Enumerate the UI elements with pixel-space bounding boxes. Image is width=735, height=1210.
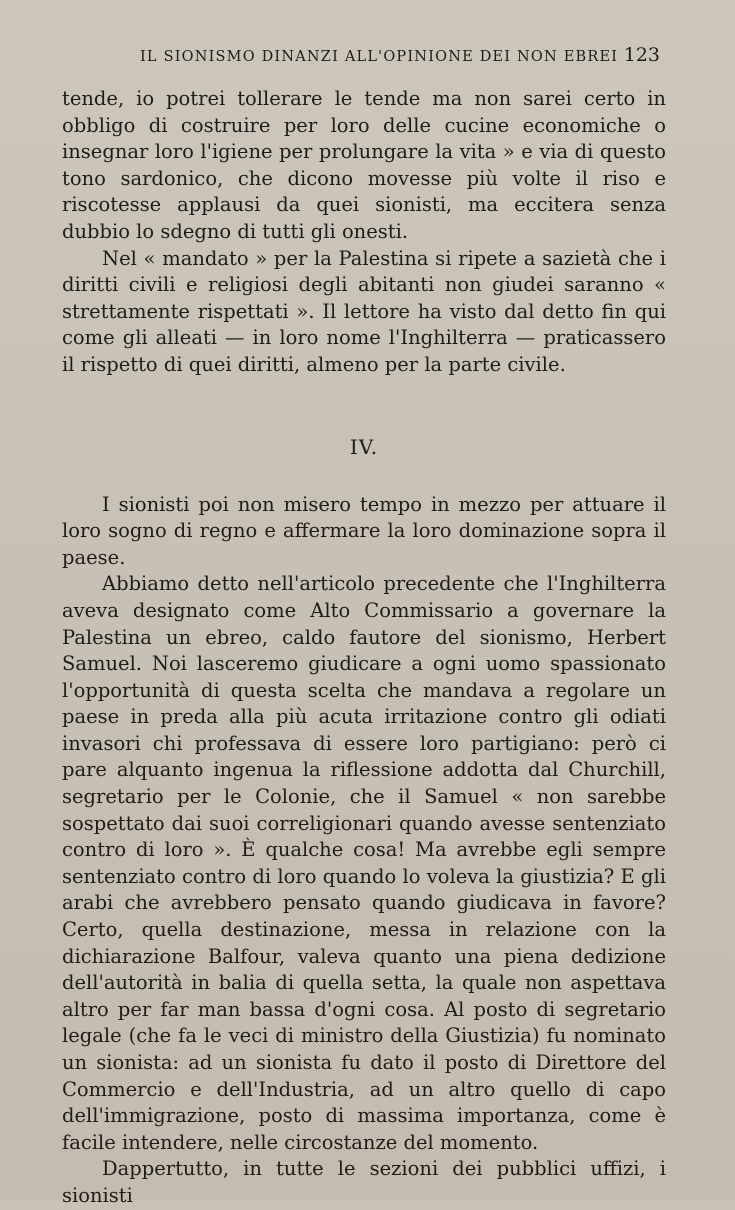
page-header	[140, 44, 660, 68]
paragraph-mandato: Nel « mandato » per la Palestina si ripete a sazietà che i diritti civili e religiosi degli abitanti non giudei saranno « strettamente rispettati ». Il lettore ha visto dal detto fin qui come gli alleati — in loro nome l'Inghilterra — praticassero il rispetto di quei diritti, almeno per la parte civile.	[62, 246, 666, 376]
running-title: IL SIONISMO DINANZI ALL'OPINIONE DEI NON EBREI	[140, 49, 619, 65]
paragraph-sionisti: I sionisti poi non misero tempo in mezzo per attuare il loro sogno di regno e affermare la loro dominazione sopra il paese.	[62, 492, 666, 569]
paragraph-continuation: tende, io potrei tollerare le tende ma non sarei certo in obbligo di costruire per loro delle cucine economiche o insegnar loro l'igiene per prolungare la vita » e via di questo tono sardonico, che dicono movesse più volte il riso e riscotesse applausi da quei sionisti, ma eccitera senza dubbio lo sdegno di tutti gli onesti.	[62, 87, 666, 243]
body-text	[62, 86, 666, 1210]
section-number: IV.	[349, 434, 379, 459]
paragraph-samuel: Abbiamo detto nell'articolo precedente che l'Inghilterra aveva designato come Alto Commissario a governare la Palestina un ebreo, caldo fautore del sionismo, Herbert Samuel. Noi lasceremo giudicare a ogni uomo spassionato l'opportunità di questa scelta che mandava a regolare un paese in preda alla più acuta irritazione contro gli odiati invasori chi professava di essere loro partigiano: però ci pare alquanto ingenua la riflessione addotta dal Churchill, segretario per le Colonie, che il Samuel « non sarebbe sospettato dai suoi correligionari quando avesse sentenziato contro di loro ». È qualche cosa! Ma avrebbe egli sempre sentenziato contro di loro quando lo voleva la giustizia? E gli arabi che avrebbero pensato quando giudicava in favore? Certo, quella destinazione, messa in relazione con la dichiarazione Balfour, valeva quanto una piena dedizione dell'autorità in balia di quella setta, la quale non aspettava altro per far man bassa d'ogni cosa. Al posto di segretario legale (che fa le veci di ministro della Giustizia) fu nominato un sionista: ad un sionista fu dato il posto di Direttore del Commercio e dell'Industria, ad un altro quello di capo dell'immigrazione, posto di massima importanza, come è facile intendere, nelle circostanze del momento.	[62, 572, 666, 1154]
page-number: 123	[623, 44, 660, 66]
paragraph-dappertutto: Dappertutto, in tutte le sezioni dei pubblici uffizi, i sionisti	[62, 1157, 666, 1207]
